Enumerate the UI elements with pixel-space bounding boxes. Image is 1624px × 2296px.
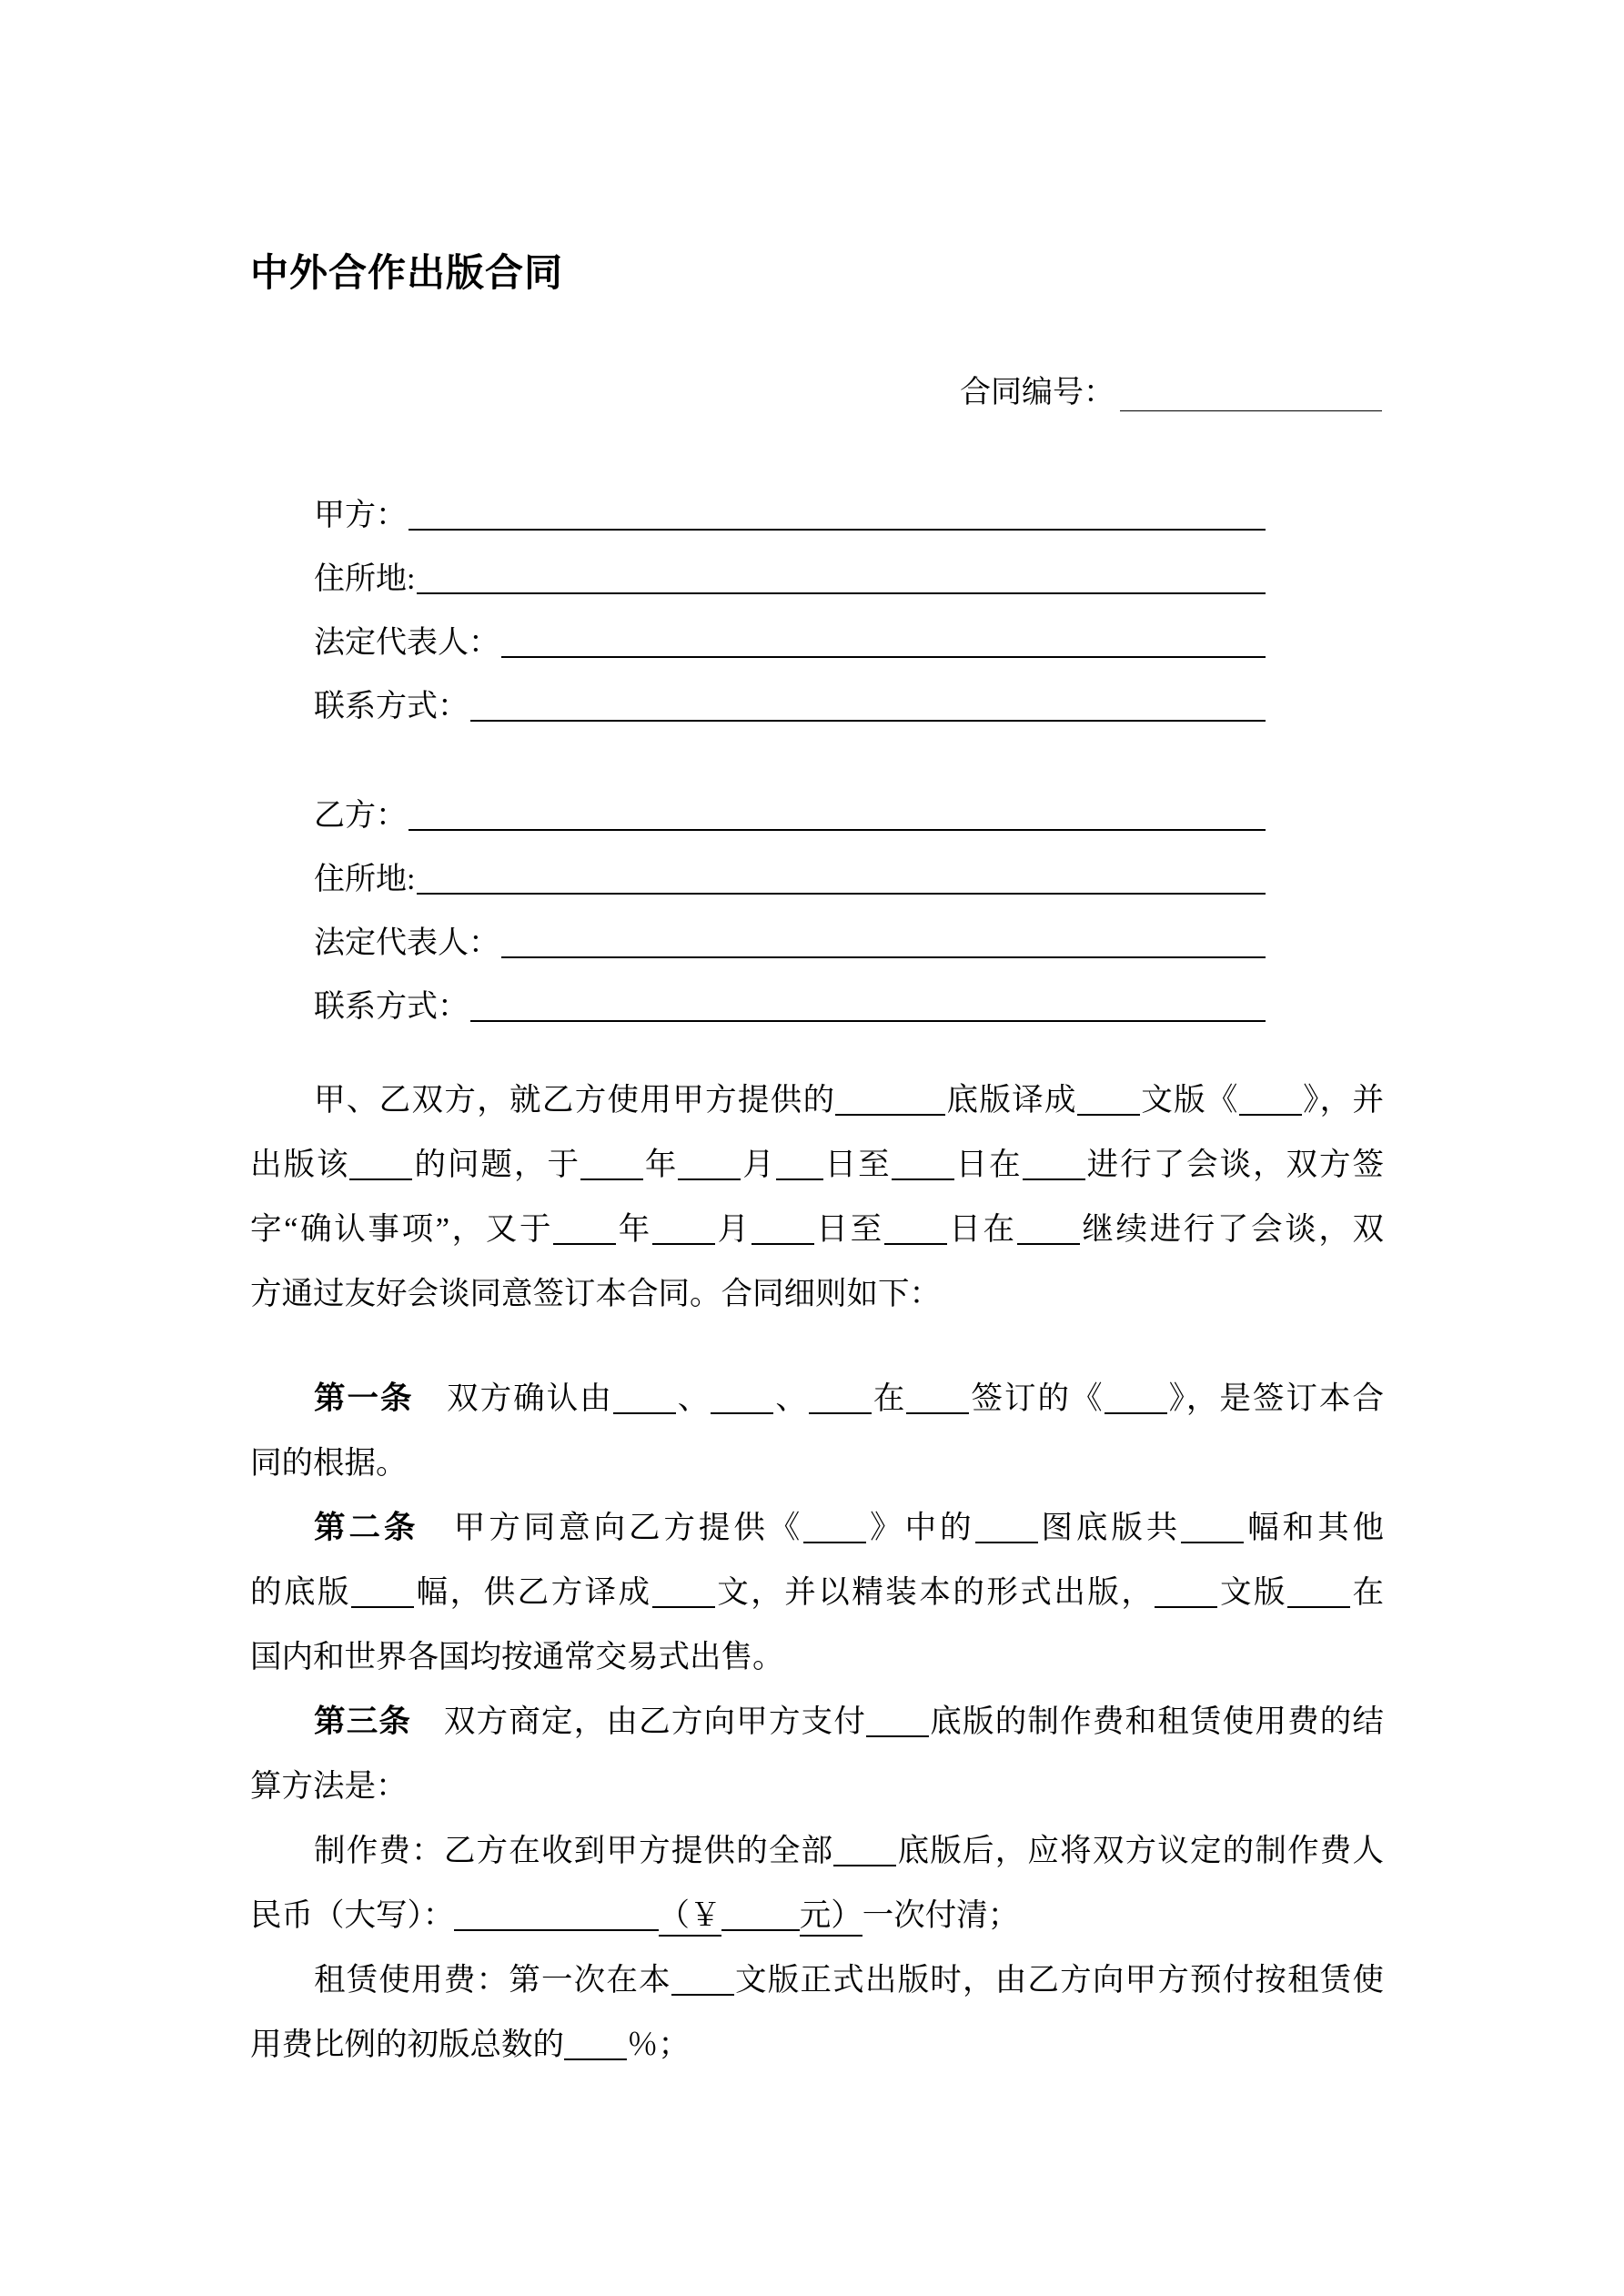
party-b-field-blank[interactable] xyxy=(470,993,1266,1022)
text-segment: 文版 xyxy=(1217,1575,1288,1610)
text-line xyxy=(250,1198,1384,1262)
text-line xyxy=(250,1431,1384,1496)
text-segment: 幅和其他 xyxy=(1244,1511,1385,1545)
party-b-field-blank[interactable] xyxy=(409,802,1266,831)
fill-in-blank[interactable] xyxy=(671,1967,734,1996)
fill-in-blank[interactable] xyxy=(809,1385,872,1414)
text-segment: 、 xyxy=(773,1381,809,1416)
party-a-field-label: 甲方： xyxy=(314,499,407,532)
document-title: 中外合作出版合同 xyxy=(250,251,564,294)
text-segment: ％； xyxy=(627,2028,690,2062)
text-segment: 月 xyxy=(741,1148,776,1182)
article-number: 第三条 xyxy=(314,1704,412,1739)
text-segment: 文，并以精装本的形式出版， xyxy=(714,1575,1155,1610)
contract-number-field xyxy=(960,375,1382,411)
text-line xyxy=(250,1561,1384,1625)
text-segment: 》，并 xyxy=(1301,1083,1385,1118)
text-line xyxy=(250,1755,1384,1819)
fill-in-blank[interactable] xyxy=(454,1902,658,1931)
text-segment: 月 xyxy=(714,1212,751,1247)
party-a-field xyxy=(314,662,1266,725)
text-segment: 国内和世界各国均按通常交易式出售。 xyxy=(250,1640,784,1674)
text-line xyxy=(250,1262,1384,1327)
text-segment: 底版的制作费和租赁使用费的结 xyxy=(929,1704,1385,1739)
party-a-field-blank[interactable] xyxy=(417,565,1266,594)
fill-in-blank[interactable] xyxy=(613,1385,676,1414)
text-line xyxy=(250,1068,1384,1133)
fill-in-blank[interactable] xyxy=(1287,1579,1350,1608)
text-segment: 年 xyxy=(642,1148,679,1182)
party-b-field-label: 法定代表人： xyxy=(314,926,499,960)
fill-in-blank[interactable] xyxy=(1023,1151,1085,1180)
contract-number-blank[interactable] xyxy=(1120,381,1382,411)
contract-number-label: 合同编号： xyxy=(960,376,1115,410)
text-segment: 日至 xyxy=(813,1212,884,1247)
text-segment: 进行了会谈，双方签 xyxy=(1084,1148,1385,1182)
text-segment: 租赁使用费：第一次在本 xyxy=(314,1963,671,1998)
text-segment: 图底版共 xyxy=(1037,1511,1182,1545)
text-segment: 幅，供乙方译成 xyxy=(414,1575,652,1610)
fill-in-blank[interactable] xyxy=(892,1151,954,1180)
fill-in-blank[interactable] xyxy=(906,1385,969,1414)
party-b-field xyxy=(314,898,1266,962)
party-a-field-label: 联系方式： xyxy=(314,690,469,723)
text-line xyxy=(250,1819,1384,1884)
text-segment: 双方确认由 xyxy=(413,1381,613,1416)
text-segment: 日至 xyxy=(822,1148,892,1182)
text-line xyxy=(250,2013,1384,2078)
text-segment: 日在 xyxy=(946,1212,1017,1247)
fill-in-blank[interactable] xyxy=(1181,1514,1244,1543)
fill-in-blank[interactable] xyxy=(1155,1579,1217,1608)
text-segment: 在 xyxy=(871,1381,907,1416)
party-b-field xyxy=(314,771,1266,834)
article-number: 第二条 xyxy=(314,1511,419,1545)
text-segment: 算方法是： xyxy=(250,1769,408,1804)
fill-in-blank[interactable] xyxy=(553,1216,616,1245)
fill-in-blank[interactable] xyxy=(835,1087,945,1116)
intro-paragraph xyxy=(250,1068,1384,1327)
fill-in-blank[interactable] xyxy=(721,1902,800,1931)
text-line xyxy=(250,1367,1384,1431)
party-a-field-blank[interactable] xyxy=(501,629,1266,658)
fill-in-blank[interactable] xyxy=(833,1837,896,1866)
fill-in-blank[interactable] xyxy=(1239,1087,1302,1116)
text-segment: 底版后，应将双方议定的制作费人 xyxy=(896,1834,1385,1868)
underlined-text: 元） xyxy=(800,1898,862,1937)
text-segment: 民币（大写）： xyxy=(250,1898,455,1933)
fill-in-blank[interactable] xyxy=(652,1216,715,1245)
fill-in-blank[interactable] xyxy=(803,1514,866,1543)
text-segment: 同的根据。 xyxy=(250,1446,408,1481)
text-segment: 》，是签订本合 xyxy=(1166,1381,1385,1416)
fill-in-blank[interactable] xyxy=(866,1708,929,1737)
fill-in-blank[interactable] xyxy=(349,1151,412,1180)
fill-in-blank[interactable] xyxy=(884,1216,947,1245)
party-a-field xyxy=(314,470,1266,534)
party-a-field-blank[interactable] xyxy=(409,501,1266,531)
text-line xyxy=(250,1690,1384,1755)
text-segment: 文版《 xyxy=(1139,1083,1239,1118)
fill-in-blank[interactable] xyxy=(1077,1087,1140,1116)
text-segment: 、 xyxy=(675,1381,711,1416)
party-a-field xyxy=(314,598,1266,662)
fill-in-blank[interactable] xyxy=(678,1151,741,1180)
fill-in-blank[interactable] xyxy=(351,1579,414,1608)
party-b-field-label: 住所地: xyxy=(314,863,416,896)
party-a-field-label: 法定代表人： xyxy=(314,626,499,660)
party-b-section xyxy=(314,771,1266,1026)
party-b-field-label: 乙方： xyxy=(314,799,407,833)
text-line xyxy=(250,1948,1384,2013)
text-line xyxy=(250,1133,1384,1198)
text-segment: 签订的《 xyxy=(969,1381,1105,1416)
text-segment: 的底版 xyxy=(250,1575,352,1610)
text-line xyxy=(250,1884,1384,1948)
text-segment: 方通过友好会谈同意签订本合同。合同细则如下： xyxy=(250,1277,941,1311)
text-segment: 日在 xyxy=(953,1148,1023,1182)
text-segment: 年 xyxy=(616,1212,652,1247)
text-segment: 一次付清； xyxy=(862,1898,1020,1933)
text-segment: 》中的 xyxy=(866,1511,975,1545)
text-segment: 出版该 xyxy=(250,1148,350,1182)
fill-in-blank[interactable] xyxy=(580,1151,643,1180)
text-segment: 制作费：乙方在收到甲方提供的全部 xyxy=(314,1834,834,1868)
party-b-field-blank[interactable] xyxy=(501,929,1266,958)
text-segment: 继续进行了会谈，双 xyxy=(1079,1212,1385,1247)
fill-in-blank[interactable] xyxy=(776,1151,823,1180)
text-segment: 字“确认事项”，又于 xyxy=(250,1212,554,1247)
fill-in-blank[interactable] xyxy=(975,1514,1038,1543)
fill-in-blank[interactable] xyxy=(1017,1216,1080,1245)
contract-articles xyxy=(250,1367,1384,2078)
text-segment: 用费比例的初版总数的 xyxy=(250,2028,564,2062)
fill-in-blank[interactable] xyxy=(711,1385,773,1414)
party-a-field-label: 住所地: xyxy=(314,562,416,596)
underlined-text: （￥ xyxy=(659,1898,721,1937)
fill-in-blank[interactable] xyxy=(1105,1385,1167,1414)
fill-in-blank[interactable] xyxy=(652,1579,715,1608)
fill-in-blank[interactable] xyxy=(564,2031,627,2060)
text-segment: 的问题，于 xyxy=(412,1148,580,1182)
party-a-field-blank[interactable] xyxy=(470,693,1266,722)
party-a-field xyxy=(314,534,1266,598)
text-segment: 甲方同意向乙方提供《 xyxy=(419,1511,804,1545)
party-b-field-blank[interactable] xyxy=(417,865,1266,895)
party-b-field-label: 联系方式： xyxy=(314,990,469,1024)
text-line xyxy=(250,1625,1384,1690)
fill-in-blank[interactable] xyxy=(751,1216,814,1245)
text-segment: 底版译成 xyxy=(945,1083,1077,1118)
text-segment: 甲、乙双方，就乙方使用甲方提供的 xyxy=(314,1083,836,1118)
party-a-section xyxy=(314,470,1266,725)
text-line xyxy=(250,1496,1384,1561)
text-segment: 文版正式出版时，由乙方向甲方预付按租赁使 xyxy=(733,1963,1385,1998)
text-segment: 在 xyxy=(1350,1575,1385,1610)
article-number: 第一条 xyxy=(314,1381,414,1416)
text-segment: 双方商定，由乙方向甲方支付 xyxy=(411,1704,867,1739)
party-b-field xyxy=(314,834,1266,898)
party-b-field xyxy=(314,962,1266,1026)
